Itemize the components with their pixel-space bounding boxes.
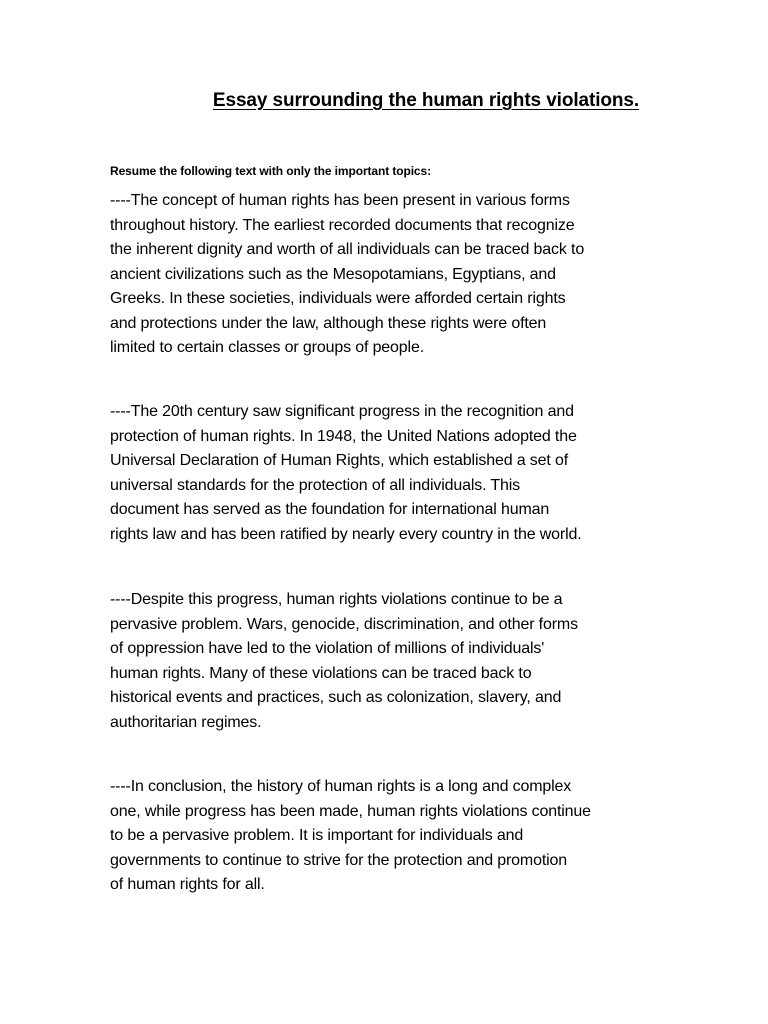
paragraph-line: Greeks. In these societies, individuals were afforded certain rights <box>110 290 566 307</box>
paragraph-line: and protections under the law, although these rights were often <box>110 314 547 332</box>
paragraph-line: historical events and practices, such as colonization, slavery, and <box>110 689 562 706</box>
paragraph-line: ----Despite this progress, human rights violations continue to be a <box>110 591 563 608</box>
paragraph-line: universal standards for the protection of all individuals. This <box>110 476 521 494</box>
paragraph-line: limited to certain classes or groups of people. <box>110 339 425 356</box>
paragraph-line: one, while progress has been made, human rights violations continue <box>110 802 591 820</box>
paragraph-line: to be a pervasive problem. It is important for individuals and <box>110 827 524 844</box>
paragraph-line: of oppression have led to the violation of millions of individuals' <box>110 640 545 657</box>
paragraph-line: ----The concept of human rights has been present in various forms <box>110 192 570 209</box>
document-title: Essay surrounding the human rights violations. <box>212 90 640 111</box>
paragraph-line: ----In conclusion, the history of human rights is a long and complex <box>110 778 572 795</box>
paragraph-4 <box>110 775 670 898</box>
paragraph-line: document has served as the foundation for international human <box>110 501 550 518</box>
paragraph-line: throughout history. The earliest recorded documents that recognize <box>110 216 575 234</box>
paragraph-line: authoritarian regimes. <box>110 713 262 731</box>
paragraph-line: ----The 20th century saw significant progress in the recognition and <box>110 403 574 420</box>
paragraph-line: ancient civilizations such as the Mesopotamians, Egyptians, and <box>110 265 556 283</box>
paragraph-line: governments to continue to strive for the protection and promotion <box>110 851 568 869</box>
paragraph-line: pervasive problem. Wars, genocide, discrimination, and other forms <box>110 615 578 633</box>
paragraph-line: protection of human rights. In 1948, the United Nations adopted the <box>110 427 577 445</box>
instruction-text: Resume the following text with only the important topics: <box>110 164 431 178</box>
paragraph-3 <box>110 588 670 735</box>
paragraph-2 <box>110 400 670 547</box>
paragraph-line: human rights. Many of these violations can be traced back to <box>110 664 532 682</box>
paragraph-1 <box>110 189 670 361</box>
paragraph-line: the inherent dignity and worth of all individuals can be traced back to <box>110 241 585 258</box>
paragraph-line: rights law and has been ratified by nearly every country in the world. <box>110 525 582 543</box>
paragraph-line: Universal Declaration of Human Rights, which established a set of <box>110 452 569 469</box>
paragraph-line: of human rights for all. <box>110 876 265 893</box>
